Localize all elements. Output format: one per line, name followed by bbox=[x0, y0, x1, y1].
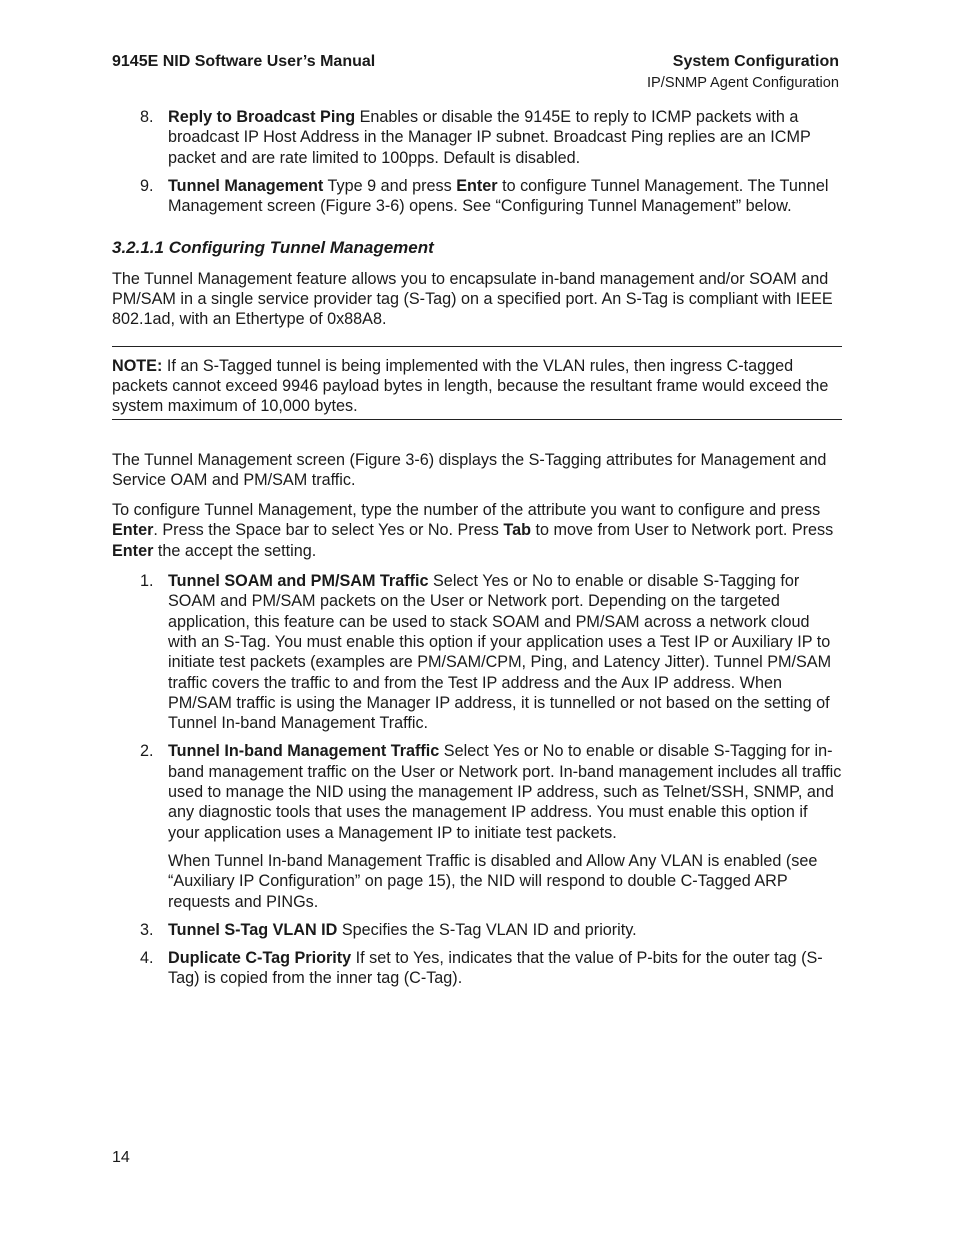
item-text bbox=[168, 107, 842, 168]
item-text bbox=[168, 948, 842, 989]
text-run: To configure Tunnel Management, type the number of the attribute you want to configure and press bbox=[112, 501, 821, 520]
chapter-subtitle: IP/SNMP Agent Configuration bbox=[647, 75, 839, 92]
note-box bbox=[112, 346, 842, 420]
item-title: Tunnel Management bbox=[168, 176, 324, 195]
text-run: . Press the Space bar to select Yes or No. Press bbox=[153, 521, 504, 540]
configure-paragraph bbox=[112, 500, 842, 561]
list-item bbox=[112, 176, 842, 217]
item-number: 1. bbox=[140, 572, 154, 591]
item-text bbox=[168, 920, 842, 940]
item-description: Select Yes or No to enable or disable S-Tagging for SOAM and PM/SAM packets on the User or Network port. Depending on the targeted application, this feature can be used to stack SOAM and PM/SAM across a network cloud with an S-Tag. You must enable this option if your application uses a Test IP or Auxiliary IP to initiate test packets (examples are PM/SAM/CPM, Ping, and Latency Jitter). Tunnel PM/SAM traffic covers the traffic to and from the Test IP address and the Aux IP address. When PM/SAM traffic is using the Manager IP address, it is tunnelled or not based on the setting of Tunnel In-band Management Traffic. bbox=[168, 572, 832, 733]
item-number: 2. bbox=[140, 742, 154, 761]
screen-paragraph: The Tunnel Management screen (Figure 3-6) displays the S-Tagging attributes for Management and Service OAM and PM/SAM traffic. bbox=[112, 450, 827, 489]
item-text bbox=[168, 741, 842, 842]
item-description: to configure Tunnel Management. The Tunnel Management screen (Figure 3-6) opens. See “Configuring Tunnel Management” below. bbox=[168, 176, 829, 216]
chapter-title: System Configuration bbox=[672, 53, 839, 70]
item-number: 9. bbox=[140, 176, 154, 195]
text-run: the accept the setting. bbox=[153, 541, 317, 560]
intro-paragraph: The Tunnel Management feature allows you to encapsulate in-band management and/or SOAM and PM/SAM in a single service provider tag (S-Tag) on a specified port. An S-Tag is compliant with IEEE 802.1ad, with an Ethertype of 0x88A8. bbox=[112, 269, 833, 329]
key-name: Enter bbox=[112, 521, 154, 540]
note-body: If an S-Tagged tunnel is being implemented with the VLAN rules, then ingress C-tagged packets cannot exceed 9946 payload bytes in length, because the resultant frame would exceed the system maximum of 10,000 bytes. bbox=[112, 356, 829, 416]
item-number: 3. bbox=[140, 920, 154, 939]
note-label: NOTE: bbox=[112, 356, 163, 375]
item-number: 4. bbox=[140, 949, 154, 968]
note-text bbox=[112, 356, 842, 417]
item-title: Tunnel S-Tag VLAN ID bbox=[168, 920, 338, 939]
item-description: Select Yes or No to enable or disable S-Tagging for in-band management traffic on the User or Network port. In-band management includes all traffic used to manage the NID using the management IP address, such as Telnet/SSH, SNMP, and any diagnostic tools that uses the management IP address. You must enable this option if your application uses a Management IP to initiate test packets. bbox=[168, 742, 842, 842]
item-description: Enables or disable the 9145E to reply to ICMP packets with a broadcast IP Host Address in the Manager IP subnet. Broadcast Ping replies are an ICMP packet and are rate limited to 100pps. Default is disabled. bbox=[168, 108, 811, 167]
page-number: 14 bbox=[112, 1149, 130, 1166]
item-title: Duplicate C-Tag Priority bbox=[168, 949, 352, 968]
item-text bbox=[168, 176, 842, 217]
item-description: If set to Yes, indicates that the value of P-bits for the outer tag (S-Tag) is copied from the inner tag (C-Tag). bbox=[168, 949, 823, 988]
item-title: Reply to Broadcast Ping bbox=[168, 108, 356, 126]
key-name: Enter bbox=[112, 541, 154, 560]
section-heading: 3.2.1.1 Configuring Tunnel Management bbox=[112, 238, 434, 258]
item-title: Tunnel In-band Management Traffic bbox=[168, 742, 440, 761]
key-name: Tab bbox=[503, 521, 531, 540]
text-run: to move from User to Network port. Press bbox=[530, 521, 834, 540]
list-item bbox=[112, 107, 842, 168]
item-extra-text: When Tunnel In-band Management Traffic is disabled and Allow Any VLAN is enabled (see “Auxiliary IP Configuration” on page 15), the NID will respond to double C-Tagged ARP requests and PINGs. bbox=[168, 851, 818, 911]
list-item bbox=[112, 571, 842, 733]
item-title: Tunnel SOAM and PM/SAM Traffic bbox=[168, 572, 429, 591]
item-number: 8. bbox=[140, 108, 154, 126]
item-description: Type 9 and press bbox=[323, 176, 457, 195]
section-header bbox=[647, 52, 839, 94]
list-item bbox=[112, 741, 842, 911]
key-name: Enter bbox=[456, 176, 498, 195]
manual-title: 9145E NID Software User’s Manual bbox=[112, 53, 376, 70]
item-text bbox=[168, 571, 842, 733]
page-body bbox=[112, 107, 842, 997]
list-item bbox=[112, 920, 842, 940]
list-item bbox=[112, 948, 842, 989]
item-description: Specifies the S-Tag VLAN ID and priority. bbox=[337, 920, 637, 939]
